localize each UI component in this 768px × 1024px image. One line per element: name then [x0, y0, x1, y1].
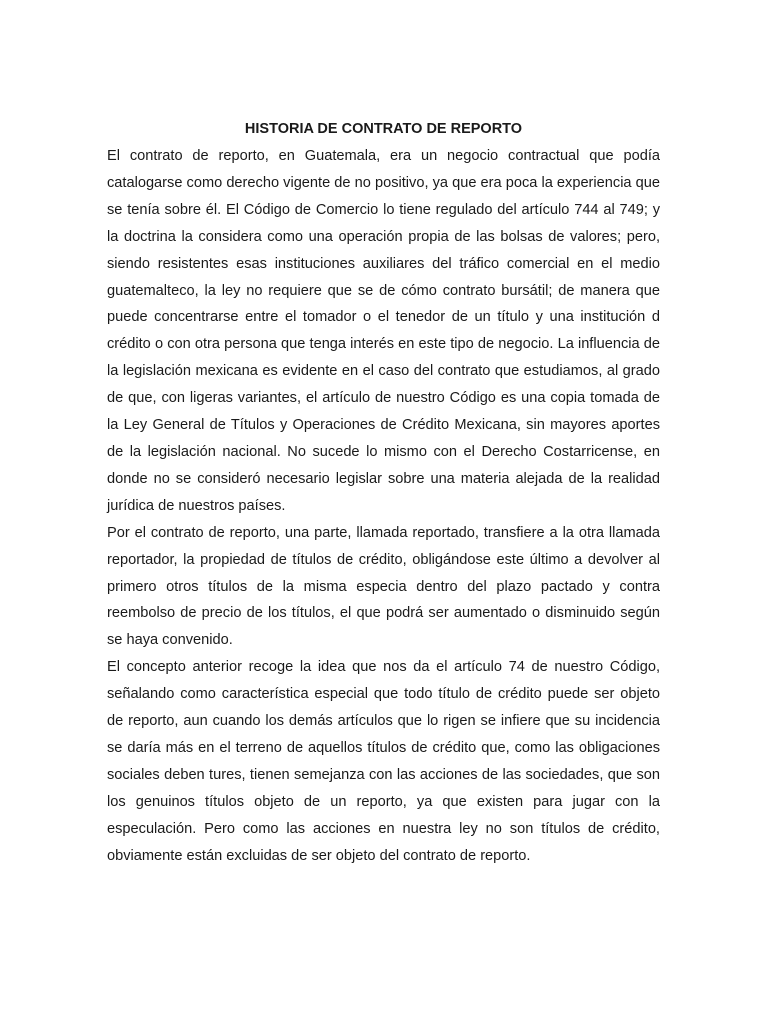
paragraph-1: El contrato de reporto, en Guatemala, era un negocio contractual que podía catalogarse como derecho vigente de no positivo, ya que era poca la experiencia que se tenía sobre él. El Código de Comercio lo tiene regulado del artículo 744 al 749; y la doctrina la considera como una operación propia de las bolsas de valores; pero, siendo resistentes esas instituciones auxiliares del tráfico comercial en el medio guatemalteco, la ley no requiere que se de cómo contrato bursátil; de manera que puede concentrarse entre el tomador o el tenedor de un título y una institución d crédito o con otra persona que tenga interés en este tipo de negocio. La influencia de la legislación mexicana es evidente en el caso del contrato que estudiamos, al grado de que, con ligeras variantes, el artículo de nuestro Código es una copia tomada de la Ley General de Títulos y Operaciones de Crédito Mexicana, sin mayores aportes de la legislación nacional. No sucede lo mismo con el Derecho Costarricense, en donde no se consideró necesario legislar sobre una materia alejada de la realidad jurídica de nuestros países. [107, 148, 660, 514]
paragraph-3: El concepto anterior recoge la idea que nos da el artículo 74 de nuestro Código, señalando como característica especial que todo título de crédito puede ser objeto de reporto, aun cuando los demás artículos que lo rigen se infiere que su incidencia se daría más en el terreno de aquellos títulos de crédito que, como las obligaciones sociales deben tures, tienen semejanza con las acciones de las sociedades, que son los genuinos títulos objeto de un reporto, ya que existen para jugar con la especulación. Pero como las acciones en nuestra ley no son títulos de crédito, obviamente están excluidas de ser objeto del contrato de reporto. [107, 659, 660, 864]
document-body [107, 118, 660, 869]
paragraph-2: Por el contrato de reporto, una parte, llamada reportado, transfiere a la otra llamada reportador, la propiedad de títulos de crédito, obligándose este último a devolver al primero otros títulos de la misma especia dentro del plazo pactado y contra reembolso de precio de los títulos, el que podrá ser aumentado o disminuido según se haya convenido. [107, 524, 660, 649]
document-title: HISTORIA DE CONTRATO DE REPORTO [244, 121, 523, 137]
